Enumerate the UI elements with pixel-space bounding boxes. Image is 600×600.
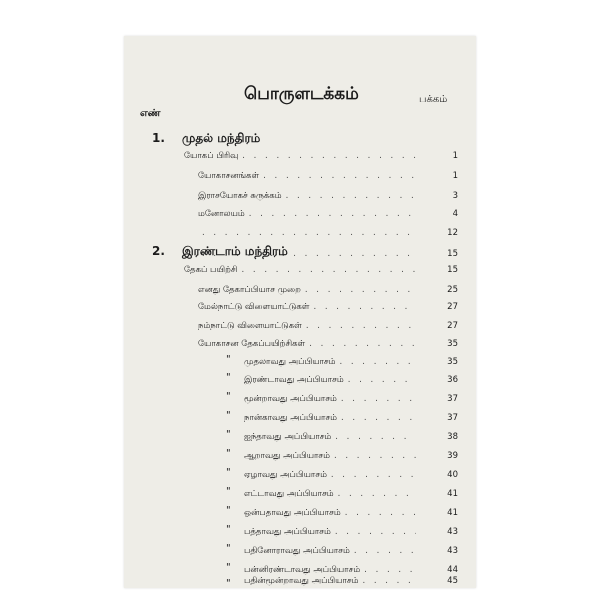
toc-entry-page: 12 xyxy=(447,228,458,238)
toc-entry-page: 1 xyxy=(452,151,458,161)
toc-entry-page: 27 xyxy=(447,321,458,331)
toc-entry xyxy=(244,576,420,587)
ditto-mark: " xyxy=(226,467,231,478)
toc-entry-page: 15 xyxy=(447,265,458,275)
toc-entry-page: 39 xyxy=(447,451,458,461)
toc-entry-label: இராசயோகச் சுருக்கம் xyxy=(198,191,282,201)
ditto-mark: " xyxy=(226,578,231,589)
toc-entry-label: எட்டாவது அப்பியாசம் xyxy=(244,489,334,499)
toc-entry xyxy=(198,228,420,238)
ditto-mark: " xyxy=(226,372,231,383)
toc-entry-label: பன்னிரண்டாவது அப்பியாசம் xyxy=(244,565,361,575)
toc-entry-label: ஐந்தாவது அப்பியாசம் xyxy=(244,432,332,442)
toc-entry-label: மேல்நாட்டு விளையாட்டுகள் xyxy=(198,302,310,312)
ditto-mark: " xyxy=(226,354,231,365)
toc-entry-page: 44 xyxy=(447,565,458,575)
toc-entry-page: 3 xyxy=(452,191,458,201)
toc-entry-label: யோகப் பிரிவு xyxy=(184,151,239,161)
toc-entry xyxy=(244,565,420,576)
toc-entry xyxy=(198,321,420,332)
toc-entry-label: ஆறாவது அப்பியாசம் xyxy=(244,451,330,461)
toc-entry-page: 37 xyxy=(447,394,458,404)
toc-entry xyxy=(244,546,420,557)
section-title: முதல் மந்திரம் xyxy=(182,131,261,145)
toc-entry-label: நம்நாட்டு விளையாட்டுகள் xyxy=(198,321,302,331)
toc-entry-label: ஏழாவது அப்பியாசம் xyxy=(244,470,327,480)
toc-entry-label: ஒன்பதாவது அப்பியாசம் xyxy=(244,508,341,518)
toc-entry-page: 45 xyxy=(447,576,458,586)
toc-entry-page: 43 xyxy=(447,527,458,537)
section-number: 2. xyxy=(152,244,165,258)
toc-entry xyxy=(244,470,420,481)
toc-entry-page: 43 xyxy=(447,546,458,556)
toc-entry-label: நான்காவது அப்பியாசம் xyxy=(244,413,338,423)
page-column-header: பக்கம் xyxy=(419,94,448,105)
toc-entry xyxy=(244,451,420,462)
toc-entry-page: 4 xyxy=(452,209,458,219)
section-number: 1. xyxy=(152,131,165,145)
toc-entry xyxy=(198,171,420,182)
toc-entry-label: தேகப் பயிற்சி xyxy=(184,265,238,275)
toc-entry-label: பதின்மூன்றாவது அப்பியாசம் xyxy=(244,576,359,586)
toc-entry xyxy=(244,375,420,386)
toc-entry-label: யோகாசன தேகப்பயிற்சிகள் xyxy=(198,339,306,349)
toc-entry-label: மனோலயம் xyxy=(198,209,245,219)
ditto-mark: " xyxy=(226,410,231,421)
toc-entry-page: 35 xyxy=(447,357,458,367)
ditto-mark: " xyxy=(226,429,231,440)
toc-entry-page: 38 xyxy=(447,432,458,442)
toc-entry-page: 40 xyxy=(447,470,458,480)
page-title: பொருளடக்கம் xyxy=(244,84,359,104)
toc-entry xyxy=(184,151,420,162)
ditto-mark: " xyxy=(226,486,231,497)
number-column-header: எண் xyxy=(140,108,161,119)
toc-entry-page: 25 xyxy=(447,285,458,295)
toc-entry xyxy=(244,527,420,538)
toc-entry xyxy=(198,209,420,220)
toc-entry xyxy=(244,489,420,500)
toc-entry xyxy=(198,302,420,313)
book-page xyxy=(124,36,476,588)
toc-entry-label: முதலாவது அப்பியாசம் xyxy=(244,357,336,367)
ditto-mark: " xyxy=(226,448,231,459)
toc-entry-label: பதினோராவது அப்பியாசம் xyxy=(244,546,350,556)
toc-entry-page: 1 xyxy=(452,171,458,181)
ditto-mark: " xyxy=(226,524,231,535)
ditto-mark: " xyxy=(226,505,231,516)
toc-entry-label: மூன்றாவது அப்பியாசம் xyxy=(244,394,337,404)
toc-entry xyxy=(198,339,420,350)
section-title: இரண்டாம் மந்திரம் xyxy=(182,244,288,258)
toc-entry-label: யோகாசனங்கள் xyxy=(198,171,260,181)
toc-entry-page: 35 xyxy=(447,339,458,349)
ditto-mark: " xyxy=(226,543,231,554)
toc-entry xyxy=(244,508,420,519)
toc-entry-page: 36 xyxy=(447,375,458,385)
toc-entry-page: 41 xyxy=(447,489,458,499)
toc-entry xyxy=(184,265,420,276)
toc-entry xyxy=(198,285,420,296)
ditto-mark: " xyxy=(226,562,231,573)
toc-entry xyxy=(198,191,420,202)
toc-entry-page: 15 xyxy=(447,249,458,259)
toc-entry xyxy=(198,249,420,259)
toc-entry-label: எனது தேகாப்பியாச முறை xyxy=(198,285,301,295)
toc-entry xyxy=(244,357,420,368)
toc-entry-label: இரண்டாவது அப்பியாசம் xyxy=(244,375,344,385)
toc-entry-page: 27 xyxy=(447,302,458,312)
toc-entry-page: 41 xyxy=(447,508,458,518)
ditto-mark: " xyxy=(226,391,231,402)
toc-entry-label: பத்தாவது அப்பியாசம் xyxy=(244,527,331,537)
toc-entry xyxy=(244,413,420,424)
toc-entry xyxy=(244,394,420,405)
toc-entry-page: 37 xyxy=(447,413,458,423)
toc-entry xyxy=(244,432,420,443)
